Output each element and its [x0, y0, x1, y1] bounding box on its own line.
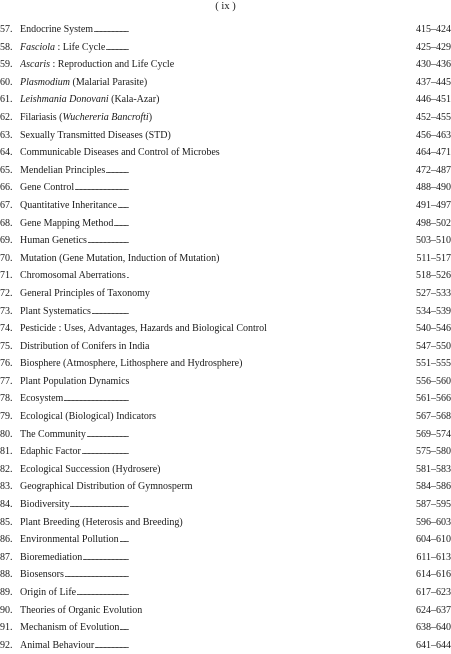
- toc-entry-pages: 638–640: [416, 622, 451, 634]
- toc-entry-number: 73.: [0, 305, 13, 317]
- toc-entry-title: [20, 478, 405, 496]
- toc-entry-number: 69.: [0, 235, 13, 247]
- toc-entry-pages: 518–526: [416, 270, 451, 282]
- toc-entry-number: 86.: [0, 534, 13, 546]
- toc-entry-number: 91.: [0, 622, 13, 634]
- toc-title-part: Distribution of Conifers in India: [20, 340, 150, 352]
- toc-entry-pages: 464–471: [416, 147, 451, 159]
- toc-entry-number: 81.: [0, 446, 13, 458]
- toc-entry-number: 57.: [0, 24, 13, 35]
- toc-entry-number: 72.: [0, 287, 13, 299]
- toc-entry-title: [20, 549, 405, 567]
- toc-entry: [0, 637, 451, 654]
- toc-title-part: (Malarial Parasite): [70, 76, 148, 88]
- toc-entry-title: [20, 215, 405, 233]
- toc-entry-pages: 446–451: [416, 94, 451, 106]
- toc-entry-number: 76.: [0, 358, 13, 370]
- toc-entry-title: [20, 531, 405, 549]
- toc-entry-number: 68.: [0, 217, 13, 229]
- toc-title-part: Mutation (Gene Mutation, Induction of Mutation): [20, 252, 220, 264]
- toc-entry-number: 87.: [0, 551, 13, 563]
- toc-title-part: Gene Control: [20, 182, 75, 194]
- toc-entry-title: [20, 303, 405, 321]
- toc-entry-pages: 540–546: [416, 323, 451, 335]
- toc-title-part: Plant Breeding (Heterosis and Breeding): [20, 516, 183, 528]
- toc-entry-number: 64.: [0, 147, 13, 159]
- toc-title-part: Mendelian Principles: [20, 164, 106, 176]
- toc-entry-pages: 575–580: [416, 446, 451, 458]
- toc-title-part: General Principles of Taxonomy: [20, 287, 150, 299]
- toc-entry-pages: 498–502: [416, 217, 451, 229]
- toc-title-part: Pesticide : Uses, Advantages, Hazards and Biological Control: [20, 323, 267, 335]
- toc-entry-title: [20, 514, 405, 532]
- toc-entry-number: 58.: [0, 41, 13, 53]
- toc-entry-number: 78.: [0, 393, 13, 405]
- toc-entry-pages: 430–436: [416, 59, 451, 71]
- toc-entry: [0, 127, 451, 145]
- toc-entry: [0, 514, 451, 532]
- toc-entry-title: [20, 39, 405, 57]
- toc-entry-title: [20, 443, 405, 461]
- toc-entry-title: [20, 250, 405, 268]
- toc-entry: [0, 144, 451, 162]
- toc-entry-number: 88.: [0, 569, 13, 581]
- toc-title-part: Gene Mapping Method: [20, 217, 114, 229]
- toc-entry-title: [20, 355, 405, 373]
- toc-entry: [0, 109, 451, 127]
- toc-title-part: : Reproduction and Life Cycle: [50, 59, 175, 71]
- toc-entry-pages: 584–586: [416, 481, 451, 493]
- toc-entry-pages: 503–510: [416, 235, 451, 247]
- toc-entry: [0, 197, 451, 215]
- toc-entry: [0, 91, 451, 109]
- toc-title-part: Ecosystem: [20, 393, 64, 405]
- toc-entry: [0, 39, 451, 57]
- toc-entry-title: [20, 637, 405, 654]
- toc-title-part: Origin of Life: [20, 587, 77, 598]
- toc-entry-number: 65.: [0, 164, 13, 176]
- toc-entry-title: [20, 426, 405, 444]
- toc-title-part: Plant Systematics: [20, 305, 91, 317]
- toc-entry: [0, 285, 451, 303]
- toc-entry-number: 90.: [0, 604, 13, 616]
- toc-entry-title: [20, 197, 405, 215]
- toc-entry-pages: 567–568: [416, 411, 451, 423]
- toc-title-part: Human Genetics: [20, 235, 87, 247]
- toc-entry-pages: 587–595: [416, 499, 451, 511]
- toc-entry-pages: 472–487: [416, 164, 451, 176]
- toc-entry: [0, 267, 451, 285]
- toc-entry-pages: 415–424: [416, 24, 451, 35]
- toc-title-italic-part: Wuchereria Bancrofti: [62, 111, 149, 123]
- toc-entry-pages: 534–539: [416, 305, 451, 317]
- toc-entry-number: 66.: [0, 182, 13, 194]
- toc-entry: [0, 602, 451, 620]
- toc-entry: [0, 443, 451, 461]
- toc-entry: [0, 56, 451, 74]
- toc-entry-pages: 604–610: [416, 534, 451, 546]
- toc-entry-title: [20, 373, 405, 391]
- toc-entry-number: 71.: [0, 270, 13, 282]
- toc-entry: [0, 584, 451, 602]
- toc-entry-pages: 456–463: [416, 129, 451, 141]
- toc-title-part: Ecological (Biological) Indicators: [20, 411, 157, 423]
- toc-entry-title: [20, 496, 405, 514]
- toc-entry: [0, 232, 451, 250]
- toc-entry-number: 70.: [0, 252, 13, 264]
- toc-entry: [0, 179, 451, 197]
- toc-entry-number: 62.: [0, 111, 13, 123]
- toc-title-part: Biosphere (Atmosphere, Lithosphere and Hydrosphere): [20, 358, 243, 370]
- toc-entry: [0, 303, 451, 321]
- toc-entry-title: [20, 408, 405, 426]
- toc-entry: [0, 408, 451, 426]
- toc-entry-title: [20, 584, 405, 602]
- toc-title-part: Edaphic Factor: [20, 446, 81, 458]
- toc-entry-title: [20, 338, 405, 356]
- toc-entry-title: [20, 390, 405, 408]
- toc-entry: [0, 338, 451, 356]
- toc-entry-pages: 596–603: [416, 516, 451, 528]
- toc-entry-title: [20, 91, 405, 109]
- toc-entry: [0, 496, 451, 514]
- toc-title-part: Endocrine System: [20, 24, 94, 35]
- toc-entry-pages: 547–550: [416, 340, 451, 352]
- toc-entry-number: 79.: [0, 411, 13, 423]
- toc-title-part: Biosensors: [20, 569, 64, 581]
- toc-title-part: : Life Cycle: [55, 41, 106, 53]
- toc-entry: [0, 390, 451, 408]
- toc-entry-pages: 511–517: [416, 252, 451, 264]
- toc-entry-number: 60.: [0, 76, 13, 88]
- toc-entry-number: 67.: [0, 199, 13, 211]
- toc-entry-title: [20, 461, 405, 479]
- toc-entry-pages: 624–637: [416, 604, 451, 616]
- toc-entry-pages: 569–574: [416, 428, 451, 440]
- toc-entry: [0, 162, 451, 180]
- toc-entry-title: [20, 21, 405, 39]
- toc-entry-pages: 551–555: [416, 358, 451, 370]
- toc-entry: [0, 478, 451, 496]
- toc-entry-number: 89.: [0, 587, 13, 598]
- toc-entry-title: [20, 144, 405, 162]
- toc-entry-title: [20, 566, 405, 584]
- toc-title-part: Filariasis (: [20, 111, 63, 123]
- toc-title-part: Plant Population Dynamics: [20, 375, 130, 387]
- toc-entry-title: [20, 162, 405, 180]
- toc-entry: [0, 250, 451, 268]
- toc-entry: [0, 461, 451, 479]
- toc-title-italic-part: Ascaris: [20, 59, 50, 71]
- toc-entry-pages: 452–455: [416, 111, 451, 123]
- toc-entry-number: 59.: [0, 59, 13, 71]
- toc-entry-pages: 581–583: [416, 463, 451, 475]
- toc-entry: [0, 74, 451, 92]
- toc-title-part: Sexually Transmitted Diseases (STD): [20, 129, 171, 141]
- toc-title-italic-part: Fasciola: [20, 41, 55, 53]
- toc-entry-pages: 614–616: [416, 569, 451, 581]
- toc-entry-title: [20, 127, 405, 145]
- toc-title-part: ): [148, 111, 153, 123]
- toc-entry-number: 85.: [0, 516, 13, 528]
- toc-entry-number: 63.: [0, 129, 13, 141]
- toc-entry-number: 92.: [0, 639, 13, 651]
- toc-title-part: Ecological Succession (Hydrosere): [20, 463, 161, 475]
- toc-entry: [0, 619, 451, 637]
- toc-entry-number: 82.: [0, 463, 13, 475]
- toc-entry-title: [20, 267, 405, 285]
- toc-title-italic-part: Plasmodium: [20, 76, 70, 88]
- toc-entry-number: 83.: [0, 481, 13, 493]
- toc-title-part: Animal Behaviour: [20, 639, 95, 651]
- toc-title-part: Environmental Pollution: [20, 534, 119, 546]
- toc-entry: [0, 531, 451, 549]
- toc-entry-pages: 561–566: [416, 393, 451, 405]
- toc-entry-pages: 425–429: [416, 41, 451, 53]
- toc-entry-pages: 491–497: [416, 199, 451, 211]
- toc-entry-title: [20, 232, 405, 250]
- toc-entry-number: 61.: [0, 94, 13, 106]
- toc-entry-title: [20, 56, 405, 74]
- toc-title-part: (Kala-Azar): [108, 94, 160, 106]
- toc-entry-title: [20, 602, 405, 620]
- toc-entry: [0, 355, 451, 373]
- toc-entry: [0, 549, 451, 567]
- toc-title-part: Communicable Diseases and Control of Microbes: [20, 147, 220, 159]
- toc-entry-pages: 611–613: [416, 551, 451, 563]
- toc-title-part: Quantitative Inheritance: [20, 199, 117, 211]
- toc-entry-number: 80.: [0, 428, 13, 440]
- toc-title-part: The Community: [20, 428, 86, 440]
- toc-entry-title: [20, 285, 405, 303]
- toc-entry: [0, 320, 451, 338]
- toc-entry-number: 74.: [0, 323, 13, 335]
- toc-title-part: Biodiversity: [20, 499, 70, 511]
- toc-entry-number: 75.: [0, 340, 13, 352]
- toc-entry-pages: 527–533: [416, 287, 451, 299]
- toc-entry-pages: 641–644: [416, 639, 451, 651]
- toc-entry: [0, 215, 451, 233]
- toc-entry-title: [20, 74, 405, 92]
- toc-entry-pages: 617–623: [416, 587, 451, 598]
- toc-entry-number: 84.: [0, 499, 13, 511]
- toc-entry-pages: 437–445: [416, 76, 451, 88]
- toc-entry-pages: 488–490: [416, 182, 451, 194]
- toc-entry: [0, 373, 451, 391]
- toc-entry-title: [20, 619, 405, 637]
- toc-entry-title: [20, 320, 405, 338]
- toc-entry-pages: 556–560: [416, 375, 451, 387]
- toc-title-part: Chromosomal Aberrations: [20, 270, 126, 282]
- toc-title-part: Mechanism of Evolution: [20, 622, 120, 634]
- toc-title-part: Theories of Organic Evolution: [20, 604, 143, 616]
- toc-entry-number: 77.: [0, 375, 13, 387]
- toc-entry-title: [20, 179, 405, 197]
- toc-title-part: Geographical Distribution of Gymnosperm: [20, 481, 193, 493]
- table-of-contents: [0, 21, 451, 654]
- toc-entry-title: [20, 109, 405, 127]
- toc-title-italic-part: Leishmania Donovani: [20, 94, 109, 106]
- toc-entry: [0, 21, 451, 39]
- toc-title-part: Bioremediation: [20, 551, 83, 563]
- toc-entry: [0, 426, 451, 444]
- page-number-header: ( ix ): [215, 1, 236, 12]
- toc-entry: [0, 566, 451, 584]
